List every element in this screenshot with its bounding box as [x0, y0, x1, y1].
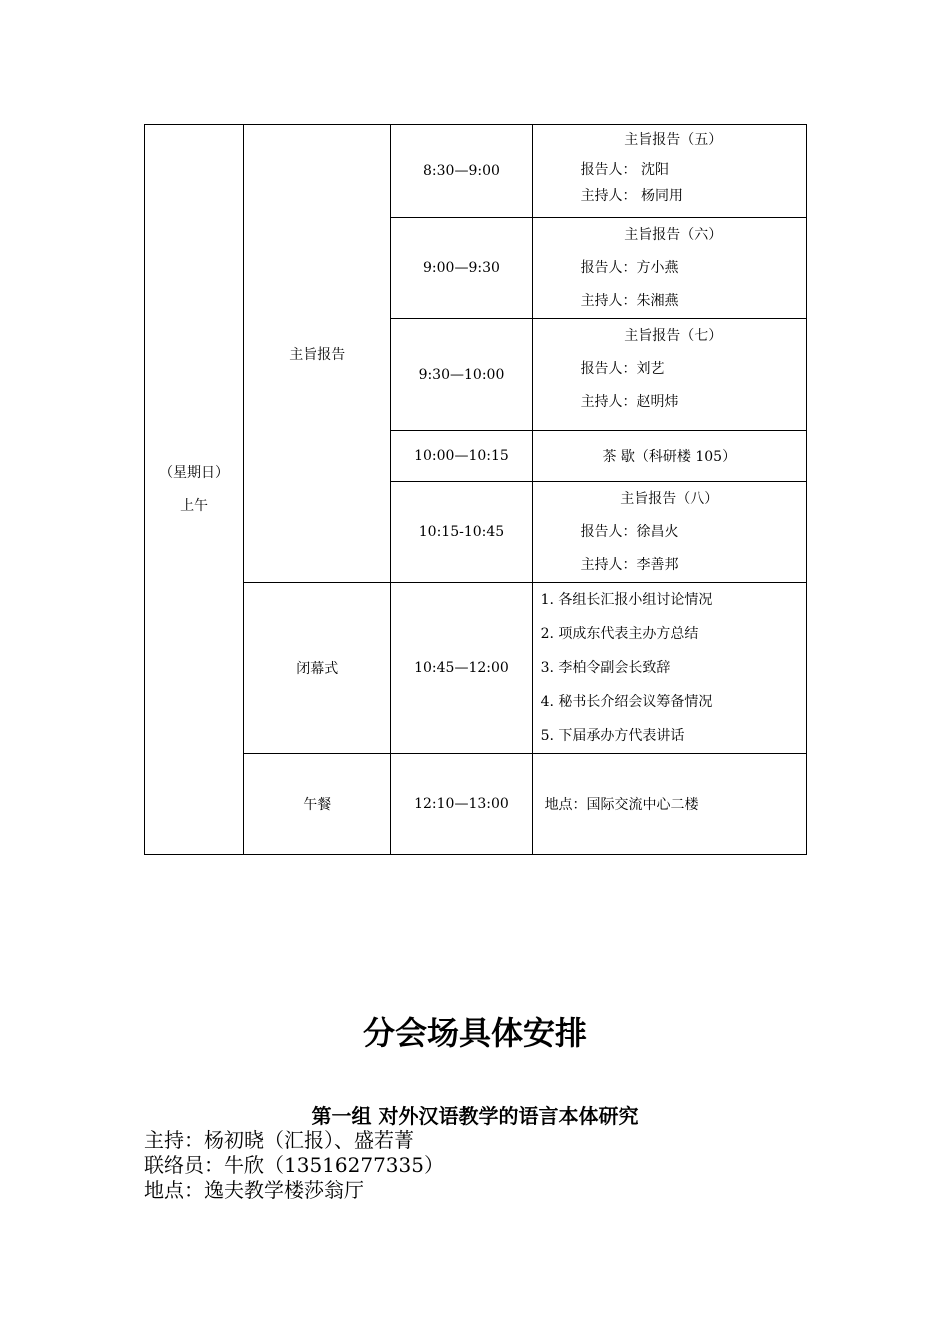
- keynote-section-label: 主旨报告: [244, 125, 391, 583]
- table-row: [145, 583, 807, 754]
- list-item: 2. 项成东代表主办方总结: [540, 626, 699, 642]
- list-item: 1. 各组长汇报小组讨论情况: [540, 592, 713, 608]
- report-title: 主旨报告（七）: [624, 328, 723, 344]
- host: 主持人：李善邦: [580, 556, 679, 573]
- lunch-place: 地点：国际交流中心二楼: [532, 754, 806, 855]
- time-cell: 9:00—9:30: [391, 218, 532, 319]
- report-cell: [532, 218, 806, 319]
- time-cell: 9:30—10:00: [391, 319, 532, 431]
- closing-items-cell: [532, 583, 806, 754]
- group-host: 主持：杨初晓（汇报）、盛若菁: [144, 1128, 414, 1152]
- host: 主持人：朱湘燕: [580, 292, 679, 309]
- group-location: 地点：逸夫教学楼莎翁厅: [144, 1178, 364, 1202]
- report-title: 主旨报告（六）: [624, 226, 723, 243]
- report-title: 主旨报告（八）: [620, 490, 719, 507]
- list-item: 5. 下届承办方代表讲话: [540, 728, 685, 744]
- reporter: 报告人：刘艺: [580, 361, 665, 377]
- period-label: 上午: [180, 497, 209, 514]
- report-cell: [532, 319, 806, 431]
- group-contact: 联络员：牛欣（13516277335）: [144, 1153, 444, 1177]
- section-title: 分会场具体安排: [362, 1014, 587, 1052]
- reporter: 报告人： 沈阳: [580, 162, 670, 178]
- host: 主持人：赵明炜: [580, 394, 679, 410]
- time-cell: 8:30—9:00: [391, 125, 532, 218]
- day-label: （星期日）: [159, 464, 230, 481]
- lunch-label: 午餐: [244, 754, 391, 855]
- list-item: 4. 秘书长介绍会议筹备情况: [540, 694, 713, 710]
- group-title: 第一组 对外汉语教学的语言本体研究: [311, 1104, 639, 1128]
- report-cell: [532, 125, 806, 218]
- host: 主持人： 杨同用: [580, 188, 684, 204]
- time-cell: 12:10—13:00: [391, 754, 532, 855]
- table-row: [145, 125, 807, 218]
- report-title: 主旨报告（五）: [624, 132, 723, 148]
- reporter: 报告人：方小燕: [580, 259, 679, 276]
- schedule-table: [144, 124, 807, 855]
- closing-label: 闭幕式: [244, 583, 391, 754]
- time-cell: 10:45—12:00: [391, 583, 532, 754]
- time-cell: 10:00—10:15: [391, 431, 532, 482]
- day-cell: [145, 125, 244, 855]
- reporter: 报告人：徐昌火: [580, 523, 679, 540]
- table-row: [145, 754, 807, 855]
- tea-break-cell: 茶 歇（科研楼 105）: [532, 431, 806, 482]
- list-item: 3. 李柏令副会长致辞: [540, 660, 671, 676]
- report-cell: [532, 482, 806, 583]
- time-cell: 10:15-10:45: [391, 482, 532, 583]
